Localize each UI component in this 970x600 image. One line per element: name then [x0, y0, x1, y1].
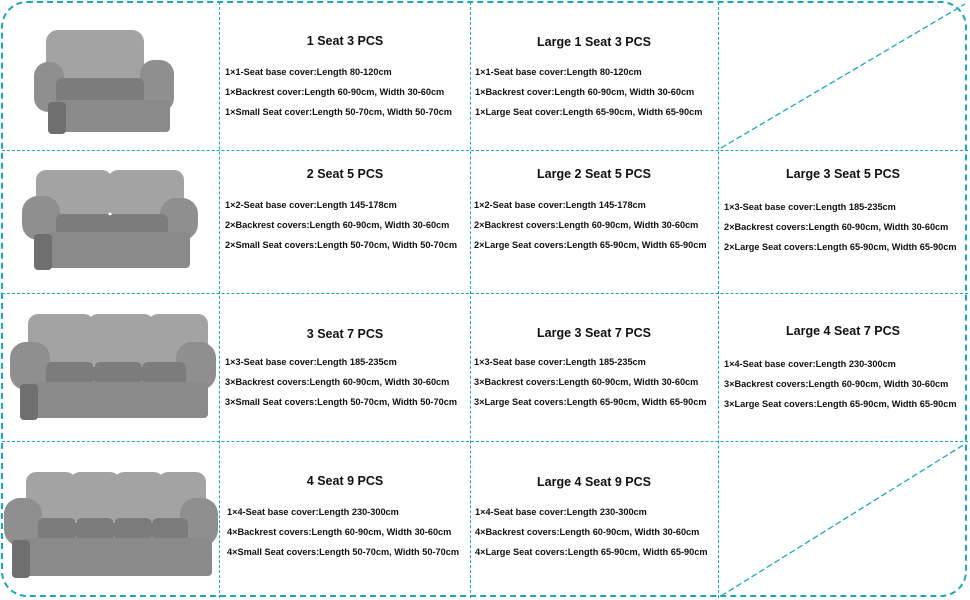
cell-title: Large 3 Seat 5 PCS [786, 167, 900, 181]
size-cell-3-seat-7-pcs [222, 295, 468, 440]
spec-line: 2×Backrest covers:Length 60-90cm, Width 30-60cm [225, 220, 450, 230]
spec-line: 1×2-Seat base cover:Length 145-178cm [225, 200, 397, 210]
size-cell-large-4-seat-7-pcs [720, 295, 966, 440]
row-divider [2, 293, 968, 294]
spec-line: 4×Backrest covers:Length 60-90cm, Width 30-60cm [475, 527, 700, 537]
spec-line: 1×4-Seat base cover:Length 230-300cm [227, 507, 399, 517]
spec-line: 1×Large Seat cover:Length 65-90cm, Width 65-90cm [475, 107, 703, 117]
armchair-image [34, 26, 180, 136]
cell-title: Large 1 Seat 3 PCS [537, 35, 651, 49]
cell-title: 4 Seat 9 PCS [306, 474, 384, 488]
cell-title: Large 3 Seat 7 PCS [537, 326, 651, 340]
spec-line: 1×3-Seat base cover:Length 185-235cm [225, 357, 397, 367]
spec-line: 1×4-Seat base cover:Length 230-300cm [475, 507, 647, 517]
spec-line: 1×1-Seat base cover:Length 80-120cm [225, 67, 392, 77]
spec-line: 1×Small Seat cover:Length 50-70cm, Width 50-70cm [225, 107, 452, 117]
size-cell-2-seat-5-pcs [222, 152, 468, 292]
size-cell-large-1-seat-3-pcs [472, 4, 716, 148]
spec-line: 1×3-Seat base cover:Length 185-235cm [474, 357, 646, 367]
spec-line: 2×Large Seat covers:Length 65-90cm, Width 65-90cm [724, 242, 957, 252]
spec-line: 3×Large Seat covers:Length 65-90cm, Width 65-90cm [474, 397, 707, 407]
cell-title: 2 Seat 5 PCS [306, 167, 384, 181]
spec-line: 1×3-Seat base cover:Length 185-235cm [724, 202, 896, 212]
spec-line: 4×Backrest covers:Length 60-90cm, Width 30-60cm [227, 527, 452, 537]
spec-line: 1×1-Seat base cover:Length 80-120cm [475, 67, 642, 77]
column-divider [470, 2, 471, 598]
spec-line: 1×4-Seat base cover:Length 230-300cm [724, 359, 896, 369]
spec-line: 3×Large Seat covers:Length 65-90cm, Width 65-90cm [724, 399, 957, 409]
empty-cell-diagonal [719, 2, 967, 150]
spec-line: 3×Backrest covers:Length 60-90cm, Width 30-60cm [724, 379, 949, 389]
spec-line: 2×Backrest covers:Length 60-90cm, Width 30-60cm [724, 222, 949, 232]
cell-title: Large 2 Seat 5 PCS [537, 167, 651, 181]
size-cell-1-seat-3-pcs [222, 4, 468, 148]
size-cell-large-3-seat-5-pcs [720, 152, 966, 292]
size-cell-large-4-seat-9-pcs [472, 443, 716, 596]
three-seat-sofa-image [10, 312, 216, 422]
spec-line: 4×Small Seat covers:Length 50-70cm, Width 50-70cm [227, 547, 459, 557]
row-divider [2, 150, 968, 151]
size-cell-4-seat-9-pcs [222, 443, 468, 596]
column-divider [219, 2, 220, 598]
spec-line: 1×Backrest cover:Length 60-90cm, Width 30-60cm [475, 87, 695, 97]
cell-title: 3 Seat 7 PCS [306, 327, 384, 341]
cell-title: 1 Seat 3 PCS [306, 34, 384, 48]
spec-line: 4×Large Seat covers:Length 65-90cm, Width 65-90cm [475, 547, 708, 557]
spec-line: 2×Small Seat covers:Length 50-70cm, Width 50-70cm [225, 240, 457, 250]
spec-line: 3×Backrest covers:Length 60-90cm, Width 30-60cm [225, 377, 450, 387]
spec-line: 2×Backrest covers:Length 60-90cm, Width 30-60cm [474, 220, 699, 230]
size-cell-large-3-seat-7-pcs [472, 295, 716, 440]
spec-line: 2×Large Seat covers:Length 65-90cm, Width 65-90cm [474, 240, 707, 250]
spec-line: 1×Backrest cover:Length 60-90cm, Width 30-60cm [225, 87, 445, 97]
loveseat-image [22, 168, 198, 272]
empty-cell-diagonal [719, 442, 967, 598]
four-seat-sofa-image [4, 470, 218, 582]
spec-line: 3×Backrest covers:Length 60-90cm, Width 30-60cm [474, 377, 699, 387]
spec-line: 1×2-Seat base cover:Length 145-178cm [474, 200, 646, 210]
size-cell-large-2-seat-5-pcs [472, 152, 716, 292]
spec-line: 3×Small Seat covers:Length 50-70cm, Width 50-70cm [225, 397, 457, 407]
cell-title: Large 4 Seat 9 PCS [537, 475, 651, 489]
cell-title: Large 4 Seat 7 PCS [786, 324, 900, 338]
